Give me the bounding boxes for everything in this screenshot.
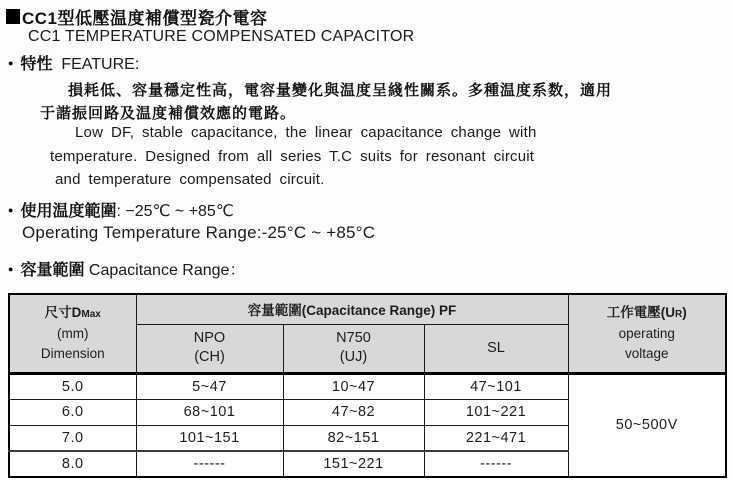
cell-npo: 101~151 — [136, 425, 283, 451]
column-header-capacitance-range: 容量範圍(Capacitance Range) PF — [136, 294, 568, 324]
feature-paragraph-zh — [40, 79, 612, 125]
capacitance-table — [8, 293, 727, 478]
column-header-voltage: 工作電壓(UR) operating voltage — [568, 294, 726, 373]
cell-dimension: 7.0 — [9, 425, 136, 451]
voltage-en-line2: voltage — [624, 345, 669, 361]
temperature-range-value: : −25℃ ~ +85℃ — [116, 203, 234, 220]
bullet-icon: ● — [8, 264, 14, 274]
page-title-zh: CC1型低壓温度補償型瓷介電容 — [22, 9, 268, 28]
cell-dimension: 6.0 — [9, 399, 136, 425]
table-row — [9, 373, 726, 399]
dimension-unit: (mm) — [57, 325, 89, 341]
capacitance-heading — [8, 257, 245, 280]
cell-npo: 68~101 — [136, 399, 283, 425]
bullet-icon: ● — [8, 205, 14, 215]
feature-zh-line1: 損耗低、容量穩定性高，電容量變化與温度呈綫性關系。多種温度系数，適用 — [68, 82, 613, 99]
title-block — [6, 4, 268, 29]
bullet-icon: ● — [8, 58, 14, 68]
cell-sl: 47~101 — [424, 373, 568, 399]
cell-sl: ------ — [424, 451, 568, 477]
voltage-en-line1: operating — [618, 325, 675, 341]
cell-voltage: 50~500V — [568, 373, 726, 477]
column-header-npo: NPO (CH) — [136, 324, 283, 373]
cell-dimension: 8.0 — [9, 451, 136, 477]
temperature-line-en: Operating Temperature Range:-25°C ~ +85°C — [22, 223, 376, 242]
cell-n750: 10~47 — [283, 373, 424, 399]
dimension-en: Dimension — [40, 345, 105, 361]
cell-npo: 5~47 — [136, 373, 283, 399]
cell-n750: 47~82 — [283, 399, 424, 425]
temperature-heading — [8, 198, 234, 221]
feature-en-line3: and temperature compensated circuit. — [55, 171, 325, 188]
cell-sl: 221~471 — [424, 425, 568, 451]
feature-paragraph-en — [50, 121, 536, 192]
feature-zh-line2: 于諧振回路及温度補償效應的電路。 — [40, 105, 297, 122]
feature-en-line2: temperature. Designed from all series T.C suits for resonant circuit — [50, 147, 535, 165]
temperature-label-zh: 使用温度範圍 — [20, 203, 117, 220]
cell-n750: 82~151 — [283, 425, 424, 451]
cell-npo: ------ — [136, 451, 283, 477]
feature-en-line1: Low DF, stable capacitance, the linear capacitance change with — [75, 124, 537, 141]
ur-subscript: R — [675, 308, 683, 320]
capacitance-label-zh: 容量範圍 — [20, 262, 85, 279]
column-header-sl: SL — [424, 324, 568, 373]
feature-heading — [8, 51, 139, 74]
page-title-en: CC1 TEMPERATURE COMPENSATED CAPACITOR — [28, 28, 415, 45]
section-square-icon — [6, 9, 20, 24]
feature-label-en: FEATURE: — [61, 56, 140, 73]
cell-dimension: 5.0 — [9, 373, 136, 399]
column-header-n750: N750 (UJ) — [283, 324, 424, 373]
cell-n750: 151~221 — [283, 451, 424, 477]
capacitance-label-en: Capacitance Range： — [88, 262, 246, 279]
feature-label-zh: 特性 — [20, 56, 53, 73]
cell-sl: 101~221 — [424, 399, 568, 425]
dmax-subscript: Max — [81, 308, 101, 320]
column-header-dimension: 尺寸DMax (mm) Dimension — [9, 294, 136, 373]
